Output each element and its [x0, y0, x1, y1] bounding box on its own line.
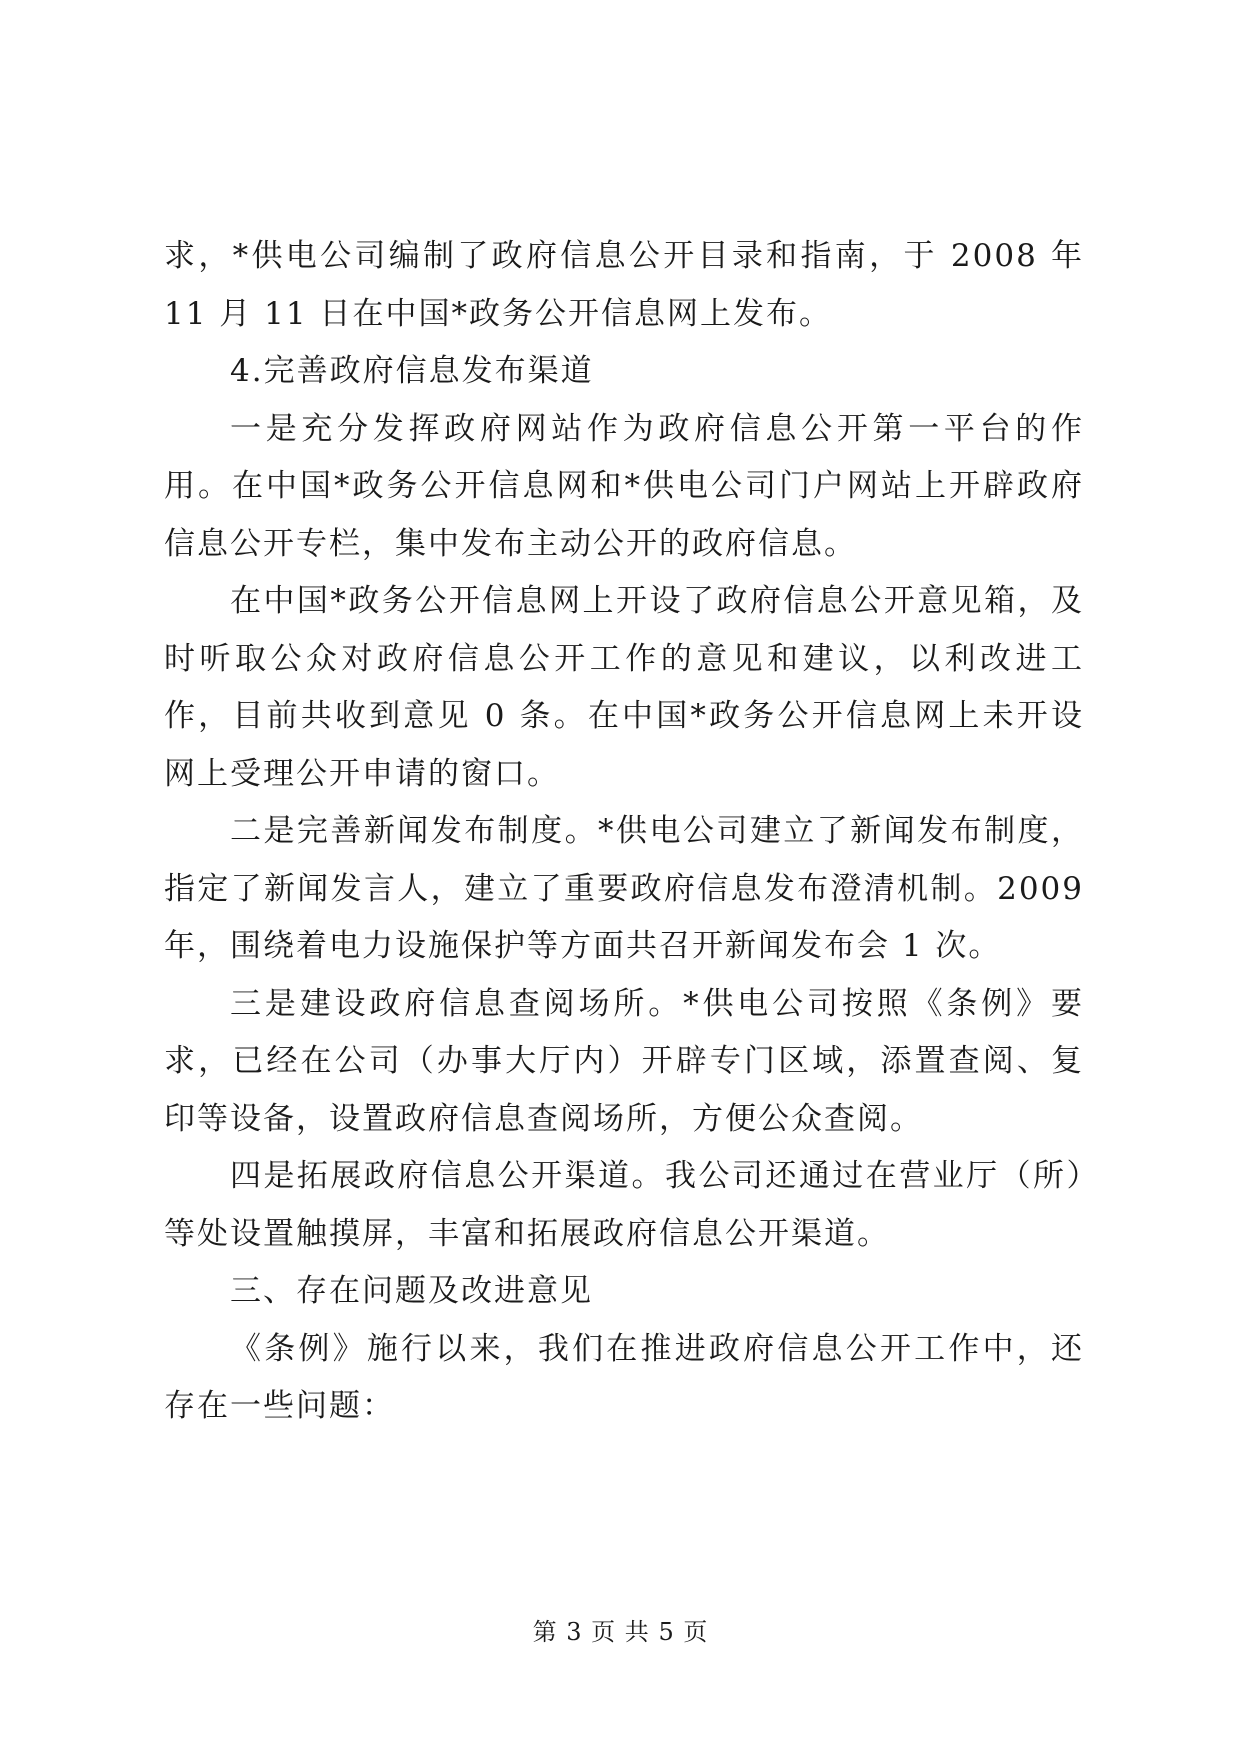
- paragraph-expand-channels: 四是拓展政府信息公开渠道。我公司还通过在营业厅（所）等处设置触摸屏，丰富和拓展政府信息公开渠道。: [164, 1158, 1084, 1252]
- paragraph-opinion-box: 在中国*政务公开信息网上开设了政府信息公开意见箱，及时听取公众对政府信息公开工作的意见和建议，以利改进工作，目前共收到意见 0 条。在中国*政务公开信息网上未开设网上受理公开申请的窗口。: [164, 583, 1084, 792]
- document-body: [164, 228, 1084, 1436]
- section-heading-problems: 三、存在问题及改进意见: [230, 1273, 593, 1309]
- section-heading-publishing-channels: 4.完善政府信息发布渠道: [230, 353, 594, 389]
- paragraph-reading-room: 三是建设政府信息查阅场所。*供电公司按照《条例》要求，已经在公司（办事大厅内）开辟专门区域，添置查阅、复印等设备，设置政府信息查阅场所，方便公众查阅。: [164, 985, 1084, 1137]
- page-number-footer: 第 3 页 共 5 页: [532, 1618, 709, 1646]
- paragraph-government-website: 一是充分发挥政府网站作为政府信息公开第一平台的作用。在中国*政务公开信息网和*供电公司门户网站上开辟政府信息公开专栏，集中发布主动公开的政府信息。: [164, 410, 1084, 562]
- paragraph-continuation: 求，*供电公司编制了政府信息公开目录和指南，于 2008 年 11 月 11 日在中国*政务公开信息网上发布。: [164, 238, 1084, 332]
- paragraph-problems-intro: 《条例》施行以来，我们在推进政府信息公开工作中，还存在一些问题：: [164, 1330, 1084, 1424]
- paragraph-press-release-system: 二是完善新闻发布制度。*供电公司建立了新闻发布制度，指定了新闻发言人，建立了重要政府信息发布澄清机制。2009 年，围绕着电力设施保护等方面共召开新闻发布会 1 次。: [164, 813, 1084, 964]
